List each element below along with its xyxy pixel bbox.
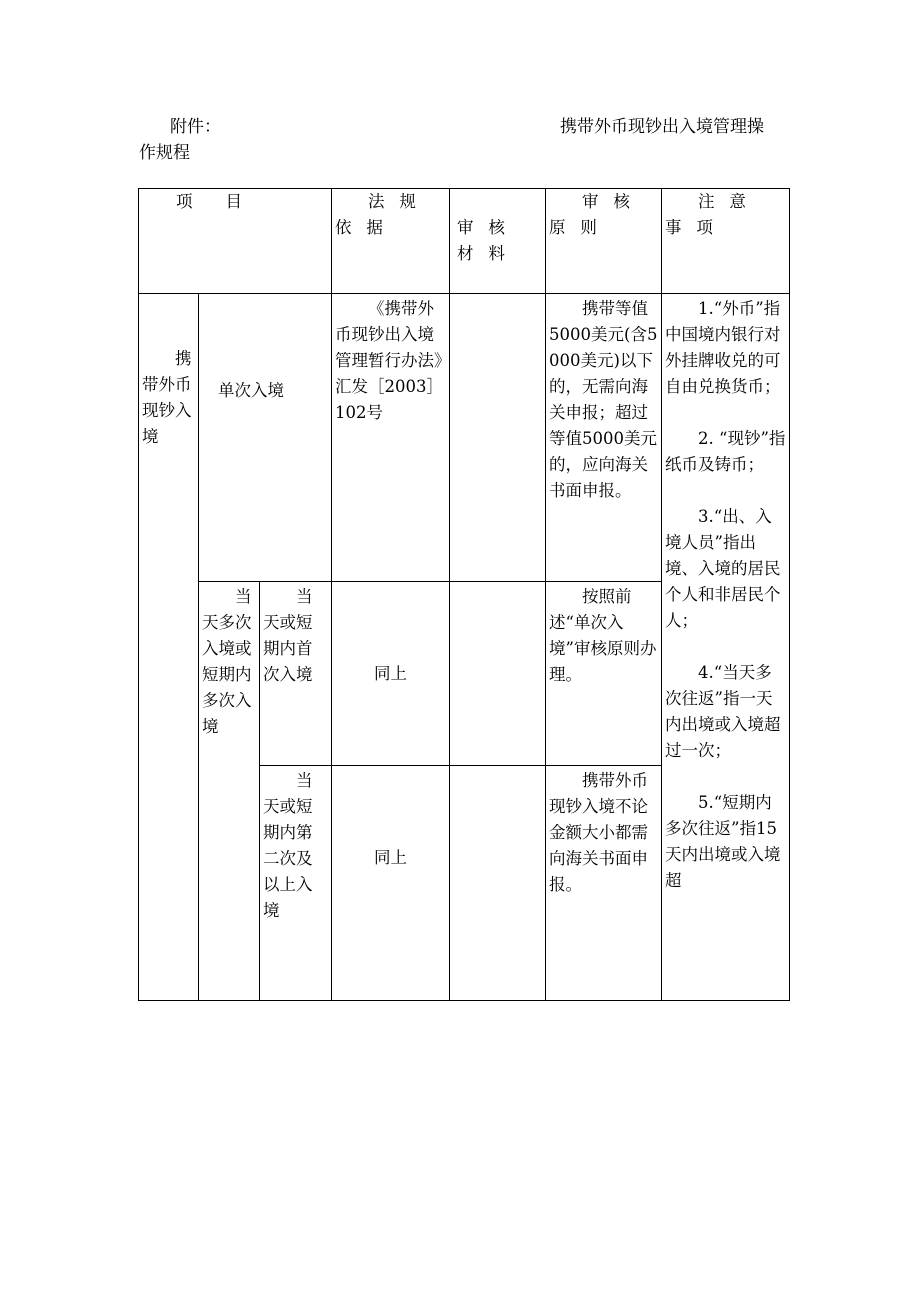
category-cell — [139, 294, 199, 1001]
header-review-materials — [450, 189, 546, 294]
first-entry-label-cell — [260, 582, 332, 766]
second-entry-review-principles-text: 携带外币现钞入境不论金额大小都需向海关书面申报。 — [549, 771, 649, 894]
document-title-line2: 作规程 — [139, 143, 190, 163]
single-entry-review-principles-text: 携带等值5000美元(含5000美元)以下的，无需向海关申报；超过等值5000美元的，应向海关书面申报。 — [549, 299, 658, 500]
first-entry-review-materials — [450, 582, 546, 766]
first-entry-label: 当天或短期内首次入境 — [263, 587, 313, 684]
first-entry-legal-basis — [332, 582, 450, 766]
second-entry-label-cell — [260, 766, 332, 1001]
header-notes — [662, 189, 790, 294]
second-entry-review-principles — [546, 766, 662, 1001]
attachment-label: 附件： — [170, 117, 221, 137]
single-entry-label: 单次入境 — [218, 380, 284, 400]
header-item-text: 项 目 — [176, 192, 242, 211]
note-item: 5.“短期内多次往返”指15天内出境或入境超 — [665, 793, 781, 890]
multi-entry-group-cell — [199, 582, 260, 1001]
note-item: 3.“出、入境人员”指出境、入境的居民个人和非居民个人； — [665, 507, 781, 630]
notes-cell — [662, 294, 790, 1001]
header-review-principles — [546, 189, 662, 294]
procedure-table — [138, 188, 790, 1001]
second-entry-review-materials — [450, 766, 546, 1001]
single-entry-review-materials — [450, 294, 546, 582]
header-legal-basis — [332, 189, 450, 294]
multi-entry-group-label: 当天多次入境或短期内多次入境 — [202, 587, 252, 736]
header-review-materials-text: 审核材料 — [457, 218, 520, 263]
note-item: 4.“当天多次往返”指一天内出境或入境超过一次； — [665, 663, 781, 760]
category-text: 携带外币现钞入境 — [142, 349, 192, 446]
single-entry-legal-basis — [332, 294, 450, 582]
document-title-line1: 携带外币现钞出入境管理操 — [560, 117, 764, 137]
first-entry-legal-basis-text: 同上 — [374, 663, 408, 683]
note-item: 2. “现钞”指纸币及铸币； — [665, 429, 786, 474]
table-header-row — [139, 189, 790, 294]
first-entry-review-principles-text: 按照前述“单次入境”审核原则办理。 — [549, 587, 657, 684]
notes-list — [665, 296, 786, 894]
single-entry-review-principles — [546, 294, 662, 582]
single-entry-legal-basis-text: 《携带外币现钞出入境管理暂行办法》汇发［2003］102号 — [335, 299, 444, 422]
header-notes-text: 注意事项 — [665, 192, 761, 237]
header-legal-basis-text: 法规依据 — [335, 192, 431, 237]
second-entry-legal-basis-text: 同上 — [374, 848, 408, 867]
second-entry-legal-basis — [332, 766, 450, 1001]
note-item: 1.“外币”指中国境内银行对外挂牌收兑的可自由兑换货币； — [665, 299, 781, 396]
first-entry-review-principles — [546, 582, 662, 766]
header-review-principles-text: 审核原则 — [549, 192, 645, 237]
single-entry-label-cell — [199, 294, 332, 582]
table-row-single-entry — [139, 294, 790, 582]
second-entry-label: 当天或短期内第二次及以上入境 — [263, 771, 313, 920]
header-item — [139, 189, 332, 294]
